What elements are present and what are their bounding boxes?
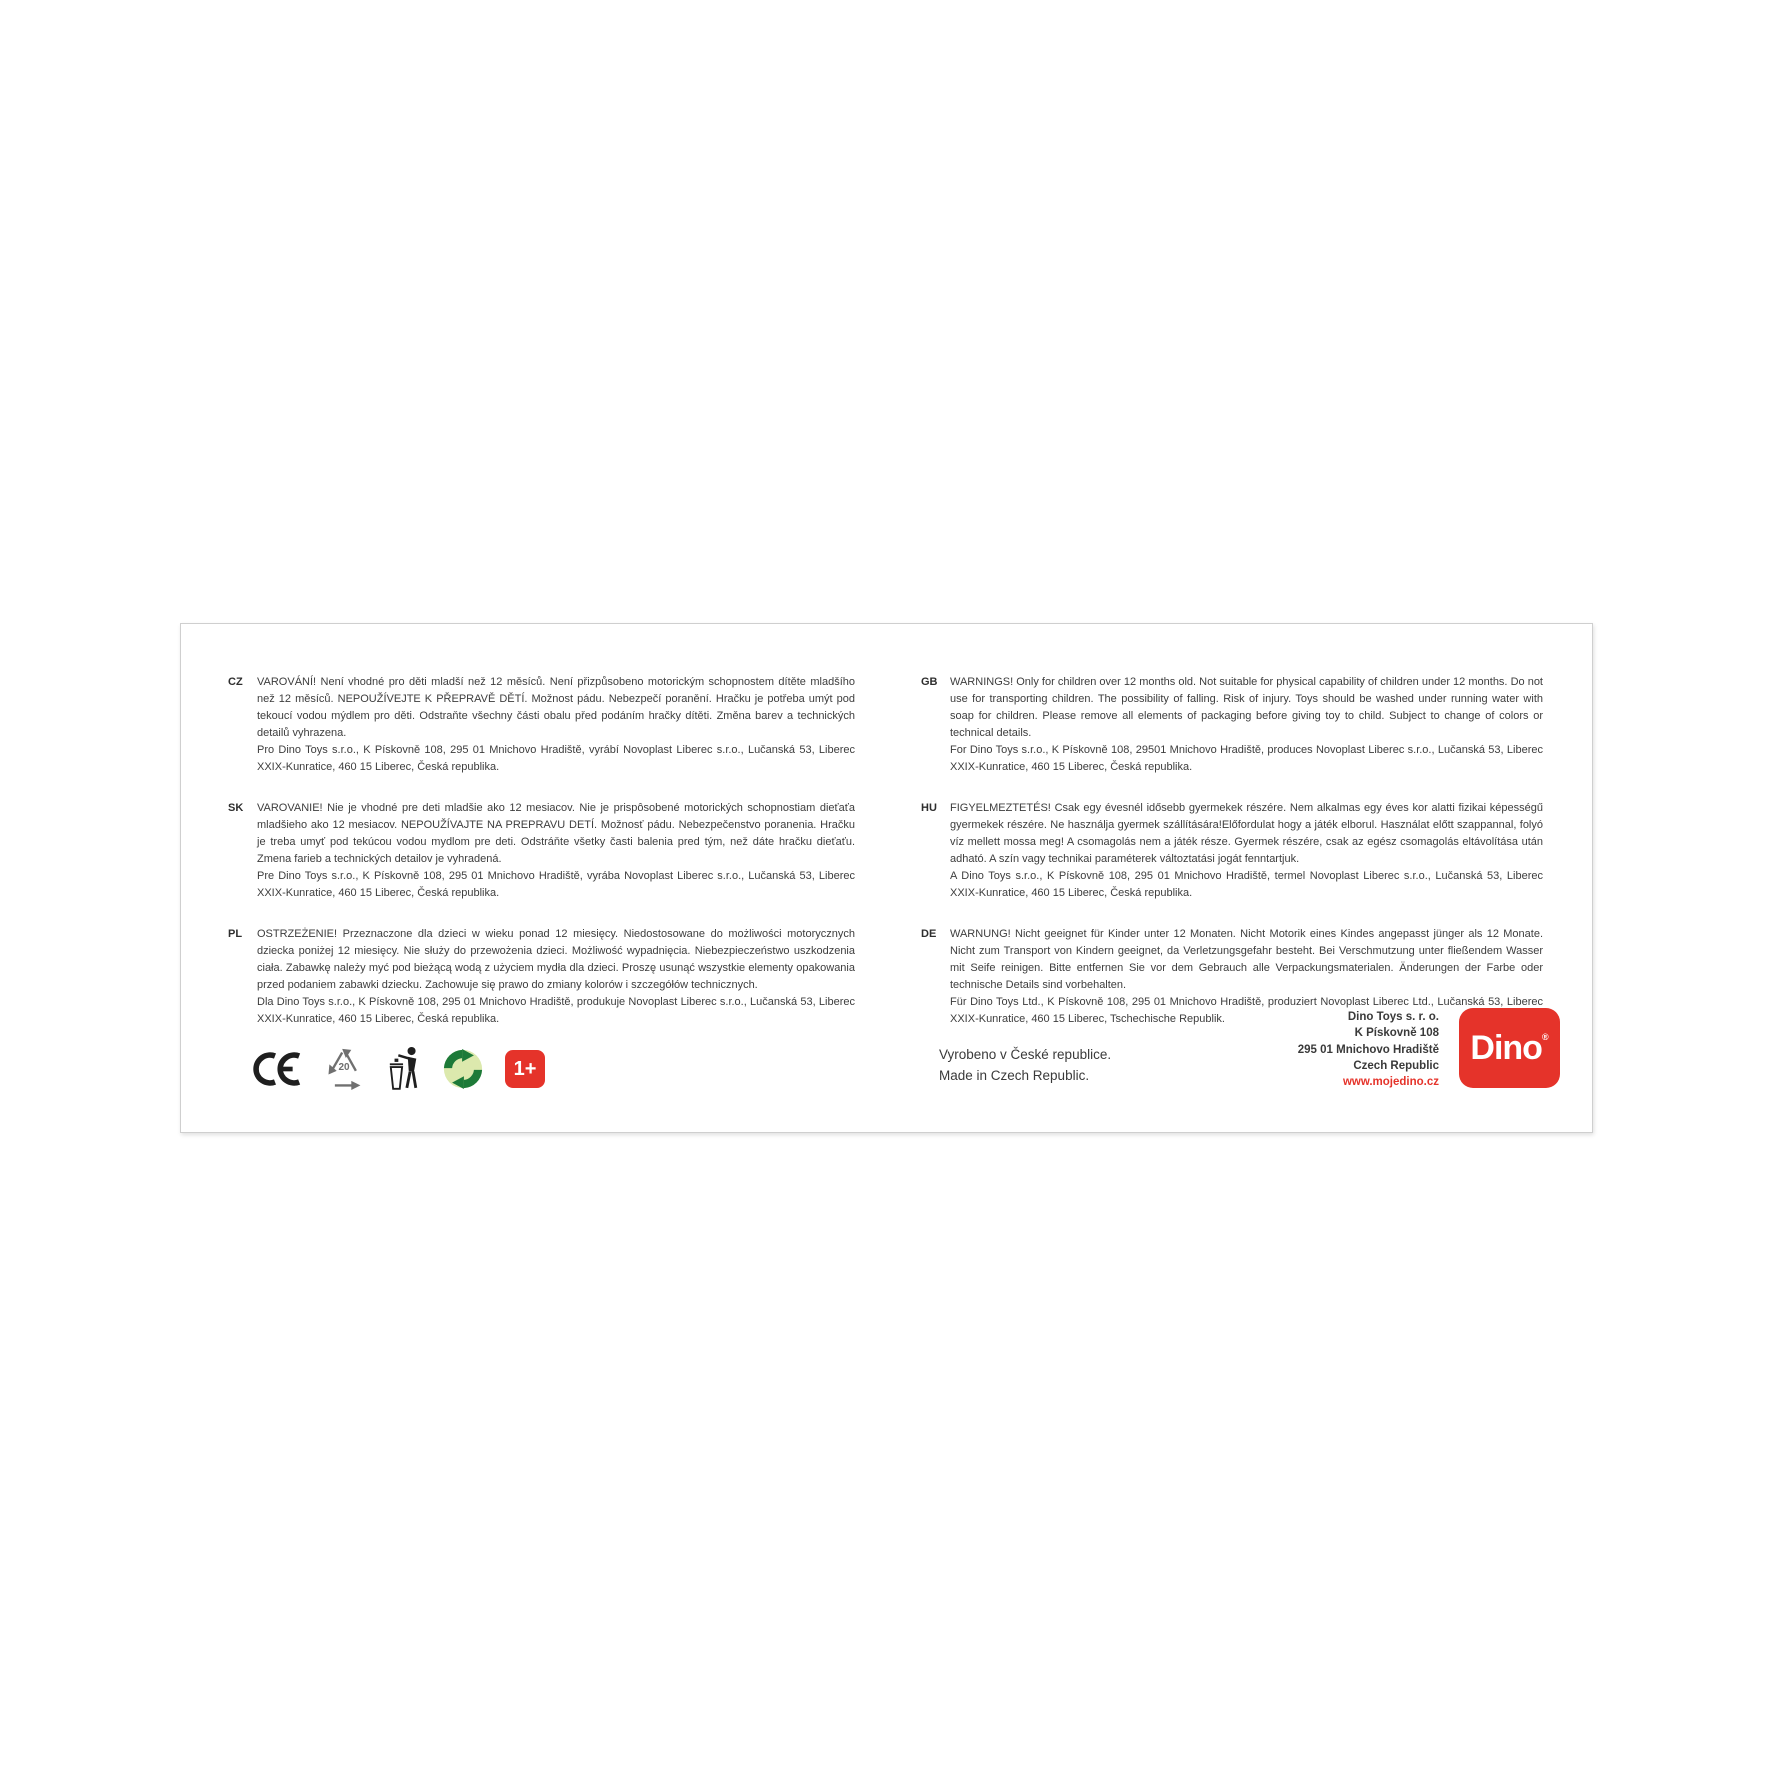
dino-logo-text: Dino (1470, 1028, 1542, 1067)
registered-trademark-symbol: ® (1541, 1032, 1549, 1042)
lang-code: GB (921, 676, 938, 688)
lang-code: DE (921, 928, 937, 940)
made-in-line-en: Made in Czech Republic. (939, 1068, 1090, 1083)
manufacturer-address: Für Dino Toys Ltd., K Pískovně 108, 295 01 Mnichovo Hradiště, produziert Novoplast Liberec Ltd., Lučanská 53, Liberec XXIX-Kunratice, 460 15 Liberec, Tschechische Republik. (950, 996, 1543, 1025)
warning-text: VAROVÁNÍ! Není vhodné pro děti mladší než 12 měsíců. Není přizpůsobeno motorickým schopnostem dítěte mladšího než 12 měsíců. NEPOUŽÍVEJTE K PŘEPRAVĚ DĚTÍ. Možnost pádu. Nebezpečí poranění. Hračku je potřeba umýt pod tekoucí vodou mýdlem pro děti. Odstraňte všechny části obalu před podáním hračky dítěti. Změna barev a technických detailů vyhrazena. (257, 676, 855, 739)
warning-text: WARNINGS! Only for children over 12 months old. Not suitable for physical capability of children under 12 months. Do not use for transporting children. The possibility of falling. Risk of injury. Toys should be washed under running water with soap for children. Please remove all elements of packaging before giving toy to child. Subject to change of colors or technical details. (950, 676, 1543, 739)
recycling-number: 20 (338, 1062, 350, 1073)
warning-block-cz (228, 674, 855, 776)
age-1plus-badge: 1+ (505, 1050, 545, 1088)
warnings-column-right (921, 674, 1543, 1052)
warning-block-pl (228, 926, 855, 1028)
dino-logo (1459, 1008, 1560, 1088)
manufacturer-address: Dla Dino Toys s.r.o., K Pískovně 108, 295 01 Mnichovo Hradiště, produkuje Novoplast Liberec s.r.o., Lučanská 53, Liberec XXIX-Kunratice, 460 15 Liberec, Česká republika. (257, 996, 855, 1025)
company-name: Dino Toys s. r. o. (1347, 1011, 1439, 1023)
tidy-man-icon (387, 1045, 421, 1093)
lang-code: PL (228, 928, 243, 940)
compliance-icons-row (249, 1038, 545, 1100)
recycling-icon (323, 1046, 365, 1092)
warning-text: OSTRZEŻENIE! Przeznaczone dla dzieci w wieku ponad 12 miesięcy. Niedostosowane do możliwości motorycznych dziecka poniżej 12 miesięcy. Nie służy do przewożenia dzieci. Możliwość wypadnięcia. Niebezpieczeństwo uszkodzenia ciała. Zabawkę należy myć pod bieżącą wodą z użyciem mydła dla dzieci. Proszę usunąć wszystkie elementy opakowania przed podaniem zabawki dziecku. Zachowuje się prawo do zmiany kolorów i szczegółów technicznych. (257, 928, 855, 991)
warning-text: WARNUNG! Nicht geeignet für Kinder unter 12 Monaten. Nicht Motorik eines Kindes angepasst jünger als 12 Monate. Nicht zum Transport von Kindern geeignet, da Verletzungsgefahr besteht. Bei Verschmutzung unter fließendem Wasser mit Seife reinigen. Bitte entfernen Sie vor dem Gebrauch alle Verpackungsmaterialen. Änderungen der Farbe oder technische Details sind vorbehalten. (950, 928, 1543, 991)
ce-mark-icon (249, 1052, 301, 1086)
manufacturer-address: Pre Dino Toys s.r.o., K Pískovně 108, 295 01 Mnichovo Hradiště, vyrába Novoplast Liberec s.r.o., Lučanská 53, Liberec XXIX-Kunratice, 460 15 Liberec, Česká republika. (257, 870, 855, 899)
warning-block-sk (228, 800, 855, 902)
manufacturer-address: Pro Dino Toys s.r.o., K Pískovně 108, 295 01 Mnichovo Hradiště, vyrábí Novoplast Liberec s.r.o., Lučanská 53, Liberec XXIX-Kunratice, 460 15 Liberec, Česká republika. (257, 744, 855, 773)
lang-code: HU (921, 802, 937, 814)
manufacturer-address: A Dino Toys s.r.o., K Pískovně 108, 295 01 Mnichovo Hradiště, termel Novoplast Liberec s.r.o., Lučanská 53, Liberec XXIX-Kunratice, 460 15 Liberec, Česká republika. (950, 870, 1543, 899)
warning-text: VAROVANIE! Nie je vhodné pre deti mladšie ako 12 mesiacov. Nie je prispôsobené motorických schopnostiam dieťaťa mladšieho ako 12 mesiacov. NEPOUŽÍVAJTE NA PREPRAVU DETÍ. Možnosť pádu. Nebezpečenstvo poranenia. Hračku je treba umyť pod tekúcou vodou mydlom pre deti. Odstráňte všetky časti balenia pred tým, než dáte hračku dieťaťu. Zmena farieb a technických detailov je vyhradená. (257, 802, 855, 865)
company-address (1298, 1009, 1439, 1090)
warning-block-de (921, 926, 1543, 1028)
made-in-text (939, 1044, 1111, 1086)
warning-block-hu (921, 800, 1543, 902)
company-website-link[interactable]: www.mojedino.cz (1342, 1076, 1439, 1089)
company-city: 295 01 Mnichovo Hradiště (1297, 1043, 1439, 1056)
manufacturer-address: For Dino Toys s.r.o., K Pískovně 108, 29501 Mnichovo Hradiště, produces Novoplast Liberec s.r.o., Lučanská 53, Liberec XXIX-Kunratice, 460 15 Liberec, Česká republika. (950, 744, 1543, 773)
made-in-line-cz: Vyrobeno v České republice. (939, 1047, 1112, 1062)
warning-text: FIGYELMEZTETÉS! Csak egy évesnél idősebb gyermekek részére. Nem alkalmas egy éves kor alatti fizikai képességű gyermekek részére. Ne használja gyermek szállítására!Előfordulat hogy a játék elborul. Használat előtt szappannal, folyó víz mellett mossa meg! A csomagolás nem a játék része. Gyermek részére, csak az egész csomagolás eltávolítása után adható. A szín vagy technikai paraméterek változtatási jogát fenntartjuk. (950, 802, 1543, 865)
company-country: Czech Republic (1353, 1059, 1439, 1072)
green-dot-icon (443, 1049, 483, 1089)
company-street: K Pískovně 108 (1354, 1027, 1439, 1040)
label-card (180, 623, 1593, 1133)
warnings-column-left (228, 674, 855, 1052)
warning-block-gb (921, 674, 1543, 776)
lang-code: CZ (228, 676, 243, 688)
lang-code: SK (228, 802, 244, 814)
